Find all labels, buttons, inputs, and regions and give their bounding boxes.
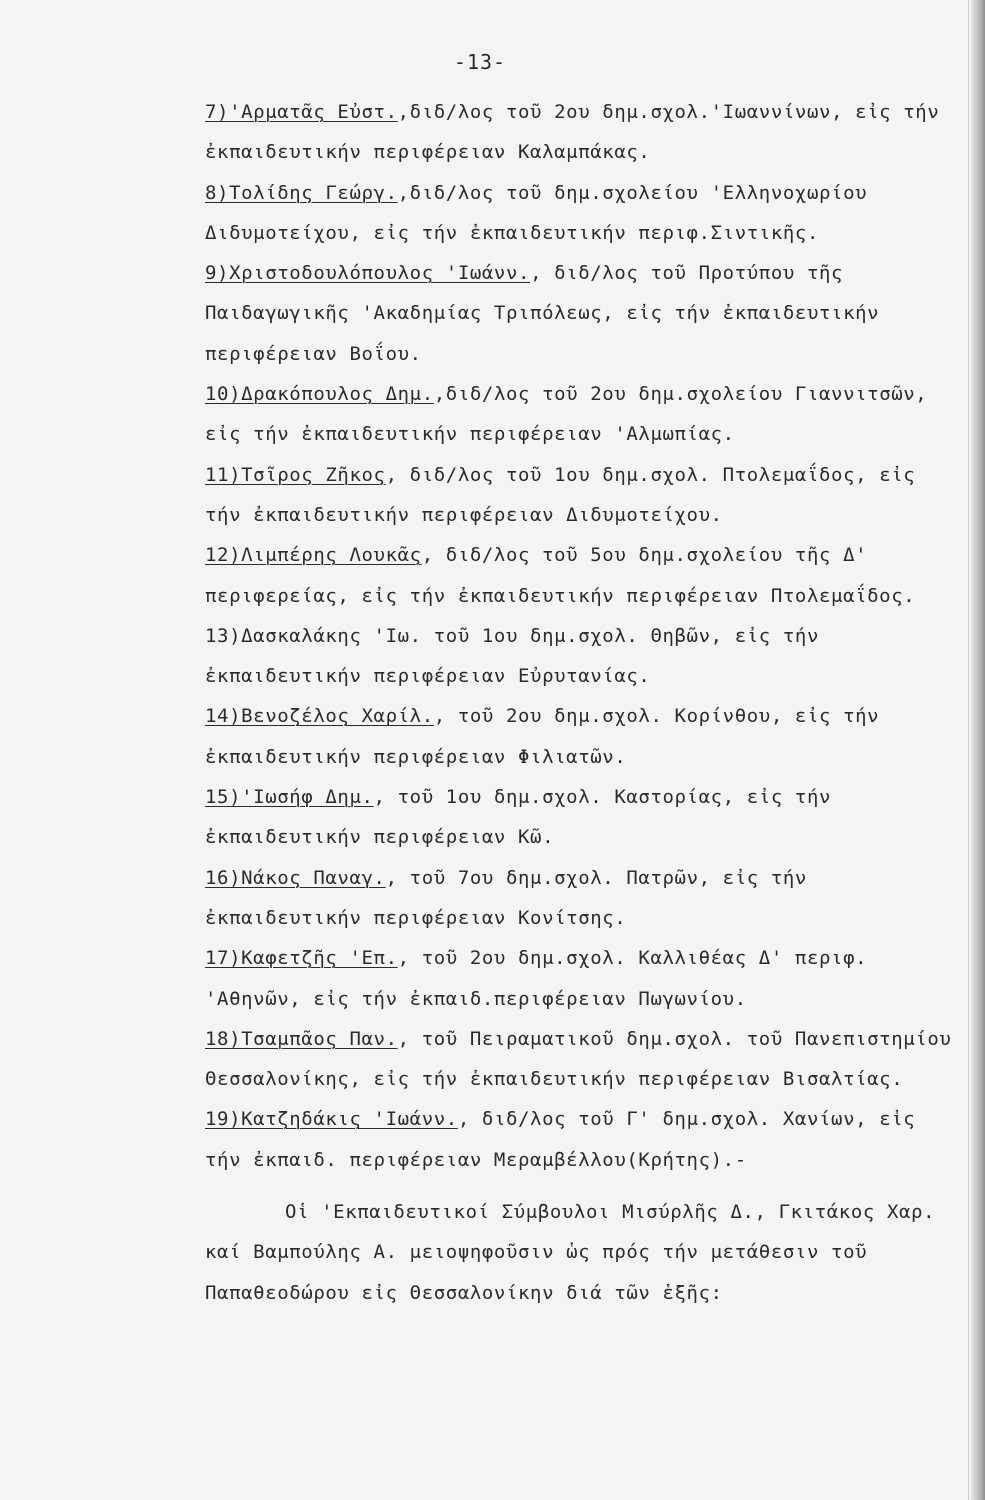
teacher-name: 11)Τσῖρος Ζῆκος — [205, 463, 386, 486]
list-item — [205, 696, 955, 777]
teacher-name: 14)Βενοζέλος Χαρίλ. — [205, 705, 434, 728]
list-item — [205, 535, 955, 616]
teacher-name: 16)Νάκος Παναγ. — [205, 866, 386, 889]
paragraph-spacer — [205, 1180, 955, 1192]
list-item — [205, 1019, 955, 1100]
entry-text: , διδ/λος τοῦ 1ου δημ.σχολ. Πτολεμαΐδος, εἰς τήν ἐκπαιδευτικήν περιφέρειαν Διδυμοτείχου. — [205, 463, 916, 526]
teacher-name: 8)Τολίδης Γεώργ. — [205, 181, 398, 204]
entry-text: ,διδ/λος τοῦ 2ου δημ.σχολείου Γιαννιτσῶν, εἰς τήν ἐκπαιδευτικήν περιφέρειαν 'Αλμωπίας. — [205, 383, 928, 446]
list-item — [205, 858, 955, 939]
entry-text: ,διδ/λος τοῦ 2ου δημ.σχολ.'Ιωαννίνων, εἰς τήν ἐκπαιδευτικήν περιφέρειαν Καλαμπάκας. — [205, 101, 940, 164]
list-item — [205, 253, 955, 374]
teacher-name: 7)'Αρματᾶς Εὐστ. — [205, 101, 398, 123]
teacher-name: 10)Δρακόπουλος Δημ. — [205, 383, 434, 406]
entry-text: , τοῦ 2ου δημ.σχολ. Κορίνθου, εἰς τήν ἐκπαιδευτικήν περιφέρειαν Φιλιατῶν. — [205, 705, 880, 768]
page-edge-line — [968, 0, 969, 1500]
list-item — [205, 1099, 955, 1180]
list-item — [205, 92, 955, 173]
entry-text: , διδ/λος τοῦ 5ου δημ.σχολείου τῆς Δ' περιφερείας, εἰς τήν ἐκπαιδευτικήν περιφέρειαν Πτολεμαΐδος. — [205, 544, 916, 607]
teacher-name: 17)Καφετζῆς 'Επ. — [205, 947, 398, 970]
entry-text: , τοῦ 2ου δημ.σχολ. Καλλιθέας Δ' περιφ. 'Αθηνῶν, εἰς τήν ἐκπαιδ.περιφέρειαν Πωγωνίου. — [205, 947, 868, 1010]
teacher-name: 18)Τσαμπᾶος Παν. — [205, 1027, 398, 1050]
page-number: -13- — [453, 50, 507, 74]
teacher-name: 19)Κατζηδάκις 'Ιωάνν. — [205, 1108, 458, 1131]
entry-text: , τοῦ Πειραματικοῦ δημ.σχολ. τοῦ Πανεπιστημίου Θεσσαλονίκης, εἰς τήν ἐκπαιδευτικήν περιφέρειαν Βισαλτίας. — [205, 1027, 952, 1091]
list-item — [205, 374, 955, 455]
list-item — [205, 616, 955, 697]
list-item — [205, 938, 955, 1019]
entry-text: , διδ/λος τοῦ Προτύπου τῆς Παιδαγωγικῆς 'Ακαδημίας Τριπόλεως, εἰς τήν ἐκπαιδευτικήν περιφέρειαν Βοΐου. — [205, 262, 880, 365]
document-body — [205, 92, 955, 1313]
teacher-name: 13)Δασκαλάκης 'Ιω. — [205, 624, 422, 647]
list-item — [205, 455, 955, 536]
page-edge-shadow — [971, 0, 985, 1500]
entry-text: , διδ/λος τοῦ Γ' δημ.σχολ. Χανίων, εἰς τήν ἐκπαιδ. περιφέρειαν Μεραμβέλλου(Κρήτης).- — [205, 1108, 916, 1171]
entry-text: τοῦ 1ου δημ.σχολ. Θηβῶν, εἰς τήν ἐκπαιδευτικήν περιφέρειαν Εὐρυτανίας. — [205, 624, 819, 688]
entry-text: ,διδ/λος τοῦ δημ.σχολείου 'Ελληνοχωρίου Διδυμοτείχου, εἰς τήν ἐκπαιδευτικήν περιφ.Σιντικῆς. — [205, 181, 868, 244]
teacher-name: 12)Λιμπέρης Λουκᾶς — [205, 544, 422, 567]
list-item — [205, 777, 955, 858]
closing-paragraph: Οἱ 'Εκπαιδευτικοί Σύμβουλοι Μισύρλῆς Δ., Γκιτάκος Χαρ. καί Βαμπούλης Α. μειοψηφοῦσιν ὡς πρός τήν μετάθεσιν τοῦ Παπαθεοδώρου εἰς Θεσσαλονίκην διά τῶν ἑξῆς: — [205, 1201, 936, 1304]
teacher-name: 9)Χριστοδουλόπουλος 'Ιωάνν. — [205, 262, 531, 285]
entry-text: , τοῦ 1ου δημ.σχολ. Καστορίας, εἰς τήν ἐκπαιδευτικήν περιφέρειαν Κῶ. — [205, 786, 832, 849]
teacher-name: 15)'Ιωσήφ Δημ. — [205, 786, 374, 809]
entry-text: , τοῦ 7ου δημ.σχολ. Πατρῶν, εἰς τήν ἐκπαιδευτικήν περιφέρειαν Κονίτσης. — [205, 866, 807, 929]
list-item — [205, 173, 955, 254]
